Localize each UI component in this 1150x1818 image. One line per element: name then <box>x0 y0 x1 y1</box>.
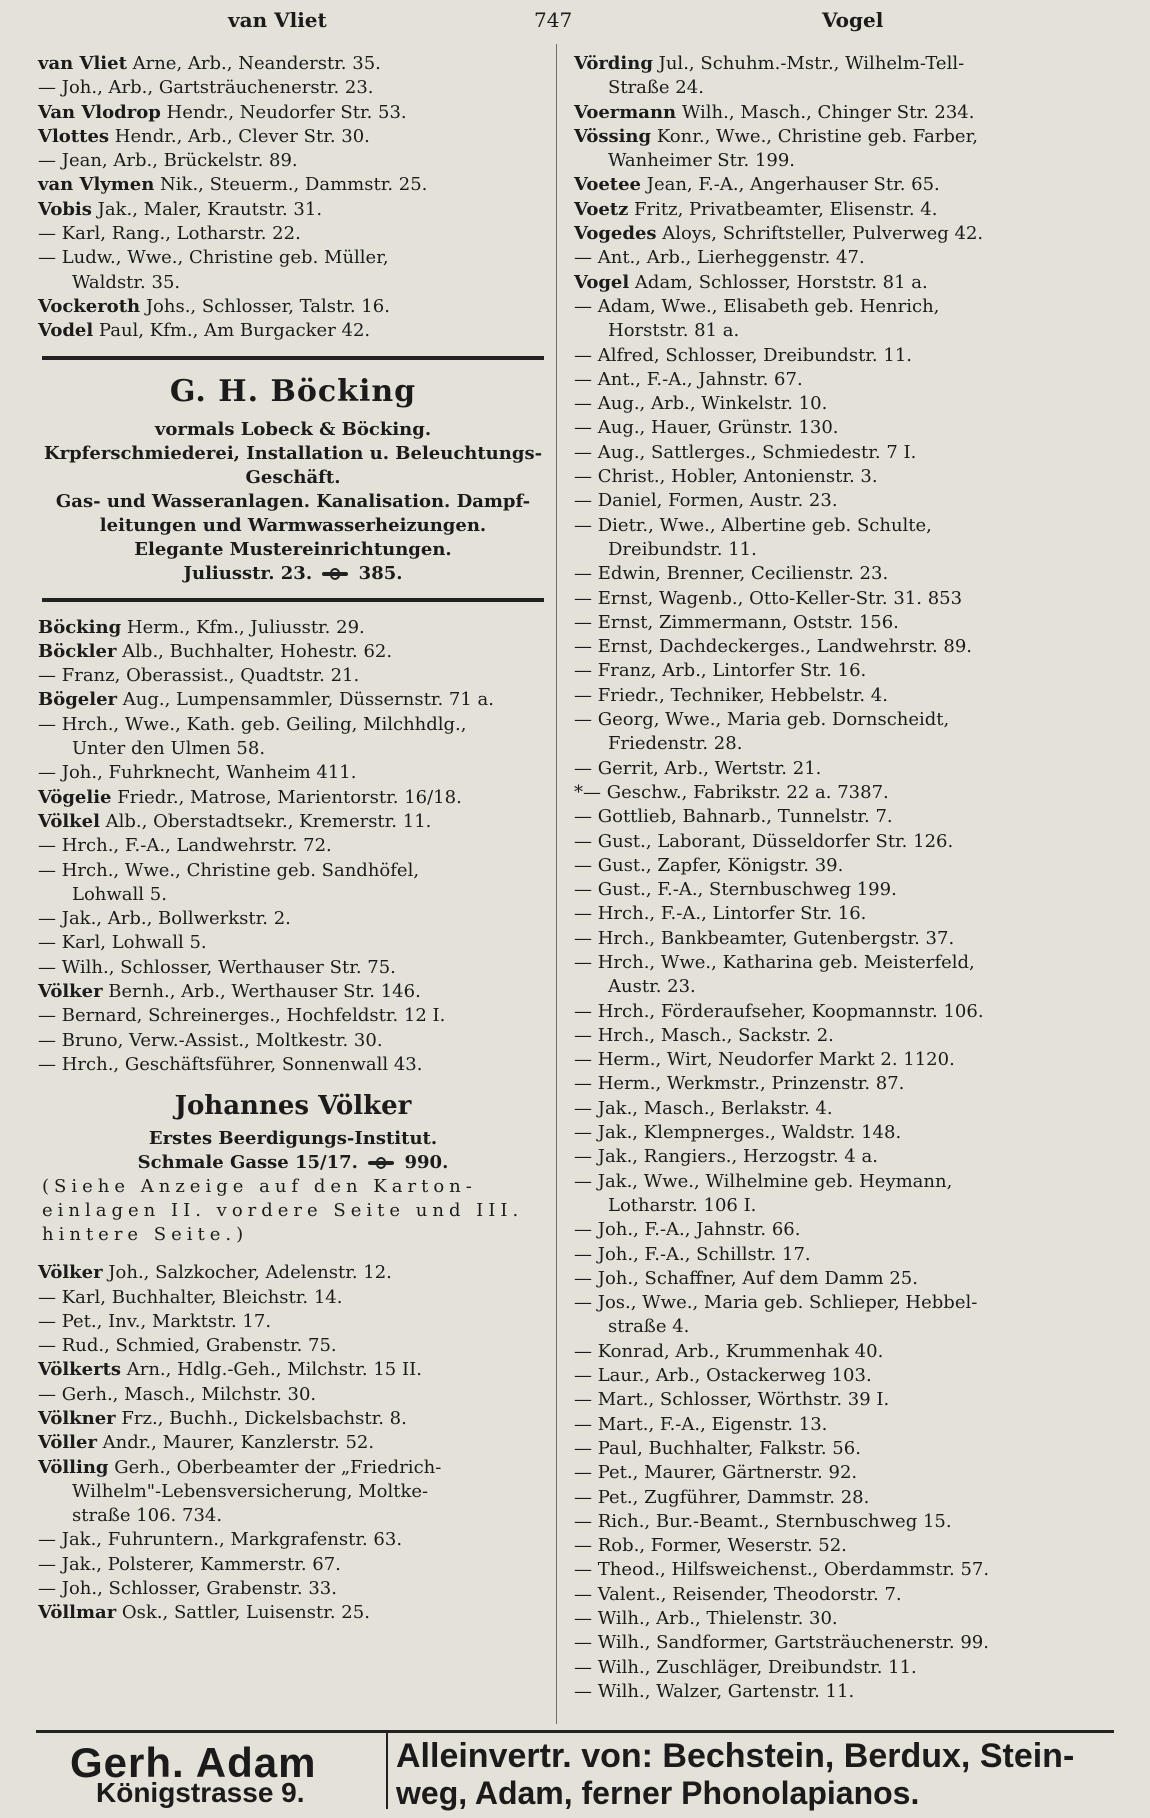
entry-surname: Voetz <box>574 198 629 220</box>
telephone-icon <box>322 568 348 580</box>
footer-divider <box>386 1733 388 1809</box>
entry-details: — Laur., Arb., Ostackerweg 103. <box>574 1365 872 1387</box>
directory-entry <box>574 319 1080 343</box>
entry-details: — Jak., Polsterer, Kammerstr. 67. <box>38 1553 341 1575</box>
directory-entry <box>38 883 548 907</box>
entry-details: — Pet., Inv., Marktstr. 17. <box>38 1310 272 1332</box>
directory-entry <box>38 1431 548 1455</box>
entry-details: — Dietr., Wwe., Albertine geb. Schulte, <box>574 514 932 536</box>
entry-details: — Rich., Bur.-Beamt., Sternbuschweg 15. <box>574 1510 952 1532</box>
directory-entry <box>574 830 1080 854</box>
entry-details: — Alfred, Schlosser, Dreibundstr. 11. <box>574 344 913 366</box>
directory-entry <box>38 1358 548 1382</box>
directory-entry <box>574 465 1080 489</box>
directory-entry <box>574 1534 1080 1558</box>
directory-entry <box>574 125 1080 149</box>
directory-entry <box>574 611 1080 635</box>
footer-address: Königstrasse 9. <box>96 1777 305 1808</box>
directory-entry <box>574 1267 1080 1291</box>
directory-entry <box>574 1194 1080 1218</box>
entry-details: — Jak., Masch., Berlakstr. 4. <box>574 1097 833 1119</box>
column-divider <box>556 44 557 1724</box>
entry-details: — Hrch., F.-A., Landwehrstr. 72. <box>38 835 332 857</box>
entry-details: — Pet., Zugführer, Dammstr. 28. <box>574 1486 870 1508</box>
entry-surname: Völkner <box>38 1407 116 1429</box>
directory-entry <box>574 1583 1080 1607</box>
entry-details: Friedr., Matrose, Marientorstr. 16/18. <box>111 786 462 808</box>
directory-entry <box>574 757 1080 781</box>
directory-entry <box>574 416 1080 440</box>
entry-details: Aloys, Schriftsteller, Pulverweg 42. <box>656 223 984 245</box>
entry-details: Jul., Schuhm.-Mstr., Wilhelm-Tell- <box>652 53 965 74</box>
entry-details: — Jak., Fuhruntern., Markgrafenstr. 63. <box>38 1529 403 1551</box>
entry-details: — Joh., F.-A., Schillstr. 17. <box>574 1243 811 1265</box>
entry-details: — Wilh., Zuschläger, Dreibundstr. 11. <box>574 1656 917 1678</box>
page-header <box>0 8 1150 42</box>
directory-entry <box>574 1170 1080 1194</box>
entry-details: Straße 24. <box>608 77 704 99</box>
right-column <box>574 52 1080 1704</box>
advert-note: (Siehe Anzeige auf den Karton- einlagen II. vordere Seite und III. hintere Seite.) <box>42 1176 524 1246</box>
entry-details: — Gust., Zapfer, Königstr. 39. <box>574 854 844 876</box>
entry-details: Arne, Arb., Neanderstr. 35. <box>126 53 381 74</box>
directory-entry <box>38 1407 548 1431</box>
directory-entry <box>574 392 1080 416</box>
directory-entry <box>574 732 1080 756</box>
directory-entry <box>38 616 548 640</box>
entry-details: — Jean, Arb., Brückelstr. 89. <box>38 150 298 172</box>
entry-details: — Gottlieb, Bahnarb., Tunnelstr. 7. <box>574 806 893 828</box>
entry-details: Andr., Maurer, Kanzlerstr. 52. <box>96 1432 375 1454</box>
telephone-icon <box>368 1157 394 1169</box>
entry-details: Hendr., Arb., Clever Str. 30. <box>109 125 370 147</box>
directory-entry <box>574 368 1080 392</box>
entry-surname: Völlmar <box>38 1602 117 1624</box>
footer-line-1: Alleinvertr. von: Bechstein, Berdux, Stein- <box>396 1737 1075 1775</box>
directory-entry <box>574 927 1080 951</box>
directory-entry <box>574 1364 1080 1388</box>
directory-entry <box>574 538 1080 562</box>
directory-entry <box>574 514 1080 538</box>
directory-entry <box>38 173 548 197</box>
entry-details: — Bernard, Schreinerges., Hochfeldstr. 12 I. <box>38 1005 446 1027</box>
directory-entry <box>38 956 548 980</box>
entry-surname: Vögelie <box>38 786 112 808</box>
entry-details: — Herm., Werkmstr., Prinzenstr. 87. <box>574 1073 905 1095</box>
footer-name: Gerh. Adam <box>70 1739 317 1786</box>
advert-title: Johannes Völker <box>174 1091 412 1122</box>
entry-details: — Christ., Hobler, Antonienstr. 3. <box>574 466 878 488</box>
directory-entry <box>574 1461 1080 1485</box>
entry-details: straße 4. <box>608 1316 690 1338</box>
directory-entry <box>38 1334 548 1358</box>
directory-entry <box>38 834 548 858</box>
entry-details: Gerh., Oberbeamter der „Friedrich- <box>108 1456 442 1478</box>
directory-entry <box>574 489 1080 513</box>
directory-entry <box>574 1291 1080 1315</box>
directory-entry <box>574 1607 1080 1631</box>
entry-details: — Edwin, Brenner, Cecilienstr. 23. <box>574 563 889 585</box>
directory-entry <box>38 1456 548 1480</box>
advert-title: G. H. Böcking <box>169 373 417 409</box>
advert-line: Gas- und Wasseranlagen. Kanalisation. Dampf- <box>55 490 531 512</box>
directory-entry <box>574 1000 1080 1024</box>
directory-entry <box>38 198 548 222</box>
directory-entry <box>574 1145 1080 1169</box>
footer-advert <box>36 1730 1114 1809</box>
entry-details: — Hrch., Wwe., Katharina geb. Meisterfeld, <box>574 951 975 973</box>
advert-phone: 990. <box>404 1152 449 1174</box>
entry-details: — Georg, Wwe., Maria geb. Dornscheidt, <box>574 709 950 731</box>
directory-entry <box>38 1004 548 1028</box>
entries-top <box>38 52 548 344</box>
entry-details: Jak., Maler, Krautstr. 31. <box>91 198 323 220</box>
entry-details: — Herm., Wirt, Neudorfer Markt 2. 1120. <box>574 1049 955 1071</box>
entry-details: — Karl, Lohwall 5. <box>38 932 207 954</box>
entry-details: — Karl, Buchhalter, Bleichstr. 14. <box>38 1286 343 1308</box>
spacer <box>38 1247 548 1261</box>
entry-details: Horststr. 81 a. <box>608 320 740 342</box>
directory-entry <box>38 101 548 125</box>
entry-details: — Ant., F.-A., Jahnstr. 67. <box>574 368 803 390</box>
directory-entry <box>38 980 548 1004</box>
advert-line: leitungen und Warmwasserheizungen. <box>99 514 487 536</box>
entry-details: — Hrch., Bankbeamter, Gutenbergstr. 37. <box>574 927 955 949</box>
entry-details: — Franz, Oberassist., Quadtstr. 21. <box>38 665 360 687</box>
directory-entry <box>574 222 1080 246</box>
directory-entry <box>38 664 548 688</box>
entry-details: — Jak., Arb., Bollwerkstr. 2. <box>38 908 291 930</box>
directory-entry <box>38 1383 548 1407</box>
entry-details: Unter den Ulmen 58. <box>72 738 266 760</box>
entry-surname: Völler <box>38 1432 97 1454</box>
entry-surname: Böckler <box>38 640 117 662</box>
directory-entry <box>38 52 548 76</box>
entry-details: — Ernst, Zimmermann, Oststr. 156. <box>574 611 899 633</box>
entry-details: Aug., Lumpensammler, Düssernstr. 71 a. <box>117 689 494 711</box>
entry-details: — Hrch., F.-A., Lintorfer Str. 16. <box>574 903 867 925</box>
directory-entry <box>574 781 1080 805</box>
directory-entry <box>38 931 548 955</box>
entry-details: Jean, F.-A., Angerhauser Str. 65. <box>641 174 940 196</box>
entry-details: Fritz, Privatbeamter, Elisenstr. 4. <box>628 198 938 220</box>
advert-address-line <box>38 562 548 586</box>
entry-details: Austr. 23. <box>608 976 696 998</box>
left-column <box>38 52 548 1626</box>
entry-details: — Jak., Wwe., Wilhelmine geb. Heymann, <box>574 1170 953 1192</box>
entry-surname: Vörding <box>574 53 653 74</box>
footer-line-2: weg, Adam, ferner Phonolapianos. <box>396 1775 920 1811</box>
directory-entry <box>38 737 548 761</box>
entry-details: — Gerrit, Arb., Wertstr. 21. <box>574 757 822 779</box>
entry-surname: Voermann <box>574 101 677 123</box>
directory-entry <box>574 1656 1080 1680</box>
entry-details: Dreibundstr. 11. <box>608 538 757 560</box>
entry-details: — Gust., F.-A., Sternbuschweg 199. <box>574 879 897 901</box>
entry-surname: Böcking <box>38 616 122 638</box>
entry-details: straße 106. 734. <box>72 1505 223 1527</box>
directory-entry <box>574 198 1080 222</box>
entry-surname: Vogedes <box>574 223 657 245</box>
entry-details: — Karl, Rang., Lotharstr. 22. <box>38 223 301 245</box>
advert-line: vormals Lobeck & Böcking. <box>154 418 432 440</box>
entry-details: Alb., Oberstadtsekr., Kremerstr. 11. <box>99 810 432 832</box>
ad-rule-bottom <box>42 598 544 602</box>
directory-entry <box>38 271 548 295</box>
entry-surname: van Vliet <box>38 53 127 74</box>
directory-entry <box>38 1601 548 1625</box>
entry-details: — Franz, Arb., Lintorfer Str. 16. <box>574 660 867 682</box>
entry-details: — Joh., Arb., Gartsträuchenerstr. 23. <box>38 77 374 99</box>
directory-entry <box>38 76 548 100</box>
entry-details: Frz., Buchh., Dickelsbachstr. 8. <box>115 1407 407 1429</box>
directory-entry <box>574 684 1080 708</box>
directory-entry <box>574 562 1080 586</box>
directory-entry <box>574 635 1080 659</box>
advert-line: Elegante Mustereinrichtungen. <box>134 538 452 560</box>
entry-details: Konr., Wwe., Christine geb. Farber, <box>651 125 978 147</box>
entry-details: Johs., Schlosser, Talstr. 16. <box>140 295 390 317</box>
entry-surname: Vockeroth <box>38 295 141 317</box>
ad-rule-top <box>42 356 544 360</box>
directory-entry <box>574 101 1080 125</box>
entry-details: — Hrch., Geschäftsführer, Sonnenwall 43. <box>38 1053 423 1075</box>
entry-surname: Vodel <box>38 320 94 342</box>
directory-entry <box>574 1388 1080 1412</box>
entry-details: — Mart., F.-A., Eigenstr. 13. <box>574 1413 828 1435</box>
entry-details: Arn., Hdlg.-Geh., Milchstr. 15 II. <box>121 1359 422 1381</box>
directory-entry <box>574 76 1080 100</box>
entry-details: *— Geschw., Fabrikstr. 22 a. 7387. <box>574 781 889 803</box>
directory-entry <box>574 1558 1080 1582</box>
entry-details: Wilhelm"-Lebensversicherung, Moltke- <box>72 1480 429 1502</box>
directory-entry <box>38 222 548 246</box>
entry-surname: Völker <box>38 981 103 1003</box>
directory-entry <box>574 1121 1080 1145</box>
entry-details: Herm., Kfm., Juliusstr. 29. <box>121 616 365 638</box>
entry-details: — Joh., Fuhrknecht, Wanheim 411. <box>38 762 357 784</box>
directory-entry <box>574 951 1080 975</box>
directory-entry <box>38 859 548 883</box>
advert-address-line <box>38 1151 548 1175</box>
entry-details: — Wilh., Sandformer, Gartsträuchenerstr. 99. <box>574 1632 989 1654</box>
entry-details: — Hrch., Wwe., Kath. geb. Geiling, Milchhdlg., <box>38 713 467 735</box>
entry-details: — Hrch., Wwe., Christine geb. Sandhöfel, <box>38 859 420 881</box>
directory-entry <box>574 173 1080 197</box>
entry-details: — Jak., Rangiers., Herzogstr. 4 a. <box>574 1146 878 1168</box>
entry-details: — Aug., Sattlerges., Schmiedestr. 7 I. <box>574 441 917 463</box>
entry-details: Waldstr. 35. <box>72 271 181 293</box>
directory-entry <box>38 1261 548 1285</box>
directory-entry <box>38 1053 548 1077</box>
advert-line: Erstes Beerdigungs-Institut. <box>148 1128 438 1150</box>
entry-details: — Jos., Wwe., Maria geb. Schlieper, Hebbel- <box>574 1292 978 1314</box>
header-left-keyword: van Vliet <box>228 8 327 32</box>
entries-bottom <box>38 1261 548 1625</box>
directory-entry <box>574 344 1080 368</box>
entry-details: — Gust., Laborant, Düsseldorfer Str. 126. <box>574 830 954 852</box>
entry-details: Wanheimer Str. 199. <box>608 150 796 172</box>
directory-entry <box>574 878 1080 902</box>
entry-surname: Vogel <box>574 271 630 293</box>
directory-entry <box>574 1340 1080 1364</box>
entry-details: — Ludw., Wwe., Christine geb. Müller, <box>38 247 389 269</box>
directory-entry <box>574 1510 1080 1534</box>
directory-entry <box>574 1218 1080 1242</box>
directory-entry <box>574 1048 1080 1072</box>
entry-surname: Völker <box>38 1262 103 1284</box>
entry-details: Alb., Buchhalter, Hohestr. 62. <box>116 640 393 662</box>
entries-middle <box>38 616 548 1078</box>
directory-entry <box>574 1024 1080 1048</box>
entry-details: Joh., Salzkocher, Adelenstr. 12. <box>102 1262 392 1284</box>
entry-details: — Rud., Schmied, Grabenstr. 75. <box>38 1335 337 1357</box>
directory-entry <box>38 125 548 149</box>
directory-entry <box>38 319 548 343</box>
directory-entry <box>574 441 1080 465</box>
entry-surname: Vössing <box>574 125 652 147</box>
directory-entry <box>574 805 1080 829</box>
directory-entry <box>574 295 1080 319</box>
directory-entry <box>574 52 1080 76</box>
entry-details: — Friedr., Techniker, Hebbelstr. 4. <box>574 684 888 706</box>
directory-entry <box>38 1504 548 1528</box>
directory-entry <box>574 1680 1080 1704</box>
entry-details: — Theod., Hilfsweichenst., Oberdammstr. 57. <box>574 1559 990 1581</box>
entry-details: — Mart., Schlosser, Wörthstr. 39 I. <box>574 1389 890 1411</box>
advert-line: Krpferschmiederei, Installation u. Beleuchtungs- <box>43 442 543 464</box>
advert-address: Schmale Gasse 15/17. <box>137 1152 358 1174</box>
directory-entry <box>38 761 548 785</box>
entry-surname: Vobis <box>38 198 92 220</box>
directory-entry <box>38 786 548 810</box>
directory-entry <box>574 1437 1080 1461</box>
entry-details: — Hrch., Masch., Sackstr. 2. <box>574 1024 834 1046</box>
entry-surname: Van Vlodrop <box>38 101 161 123</box>
directory-entry <box>574 1243 1080 1267</box>
directory-entry <box>38 295 548 319</box>
entry-surname: Vlottes <box>38 125 110 147</box>
directory-entry <box>38 1310 548 1334</box>
page-number: 747 <box>534 8 573 32</box>
advert-address: Juliusstr. 23. <box>183 562 313 584</box>
directory-entry <box>574 271 1080 295</box>
directory-entry <box>38 810 548 834</box>
entry-details: Wilh., Masch., Chinger Str. 234. <box>676 101 975 123</box>
entry-details: Adam, Schlosser, Horststr. 81 a. <box>629 271 928 293</box>
directory-entry <box>574 1315 1080 1339</box>
directory-entry <box>38 1553 548 1577</box>
entry-details: — Daniel, Formen, Austr. 23. <box>574 490 838 512</box>
entry-surname: van Vlymen <box>38 174 155 196</box>
advert-boecking <box>38 374 548 586</box>
directory-entry <box>38 907 548 931</box>
entry-details: — Hrch., Förderaufseher, Koopmannstr. 106. <box>574 1000 984 1022</box>
entry-details: — Wilh., Walzer, Gartenstr. 11. <box>574 1680 855 1702</box>
entry-details: — Wilh., Schlosser, Werthauser Str. 75. <box>38 956 396 978</box>
entry-details: Hendr., Neudorfer Str. 53. <box>160 101 407 123</box>
entry-details: — Aug., Hauer, Grünstr. 130. <box>574 417 839 439</box>
entry-surname: Völkel <box>38 810 100 832</box>
directory-entry <box>574 1631 1080 1655</box>
directory-entry <box>38 1286 548 1310</box>
entry-details: — Joh., Schaffner, Auf dem Damm 25. <box>574 1267 918 1289</box>
entry-details: — Jak., Klempnerges., Waldstr. 148. <box>574 1122 902 1144</box>
directory-entry <box>574 1097 1080 1121</box>
directory-entry <box>38 1528 548 1552</box>
directory-entry <box>574 1072 1080 1096</box>
entry-details: — Ant., Arb., Lierheggenstr. 47. <box>574 247 865 269</box>
directory-entry <box>38 688 548 712</box>
entry-details: — Adam, Wwe., Elisabeth geb. Henrich, <box>574 295 940 317</box>
directory-entry <box>574 659 1080 683</box>
directory-entry <box>574 587 1080 611</box>
entry-details: Osk., Sattler, Luisenstr. 25. <box>116 1602 370 1624</box>
entry-surname: Völling <box>38 1456 109 1478</box>
directory-entry <box>38 1480 548 1504</box>
entries-right <box>574 52 1080 1704</box>
entry-details: — Ernst, Dachdeckerges., Landwehrstr. 89. <box>574 636 973 658</box>
directory-entry <box>574 1486 1080 1510</box>
entry-details: — Valent., Reisender, Theodorstr. 7. <box>574 1583 902 1605</box>
directory-entry <box>574 708 1080 732</box>
entry-details: Lohwall 5. <box>72 883 167 905</box>
directory-entry <box>38 640 548 664</box>
directory-entry <box>574 1413 1080 1437</box>
directory-entry <box>38 246 548 270</box>
advert-line: Geschäft. <box>245 466 341 488</box>
entry-details: Nik., Steuerm., Dammstr. 25. <box>154 174 428 196</box>
advert-phone: 385. <box>358 562 403 584</box>
entry-details: Paul, Kfm., Am Burgacker 42. <box>93 320 371 342</box>
entry-details: — Bruno, Verw.-Assist., Moltkestr. 30. <box>38 1029 383 1051</box>
entry-details: — Pet., Maurer, Gärtnerstr. 92. <box>574 1462 858 1484</box>
directory-entry <box>574 902 1080 926</box>
entry-surname: Voetee <box>574 174 641 196</box>
directory-entry <box>574 246 1080 270</box>
entry-surname: Völkerts <box>38 1359 122 1381</box>
directory-entry <box>38 713 548 737</box>
entry-details: — Joh., F.-A., Jahnstr. 66. <box>574 1219 801 1241</box>
header-right-keyword: Vogel <box>822 8 884 32</box>
entry-details: Lotharstr. 106 I. <box>608 1194 757 1216</box>
entry-details: — Ernst, Wagenb., Otto-Keller-Str. 31. 853 <box>574 587 963 609</box>
entry-details: — Paul, Buchhalter, Falkstr. 56. <box>574 1437 861 1459</box>
entry-details: — Konrad, Arb., Krummenhak 40. <box>574 1340 884 1362</box>
entry-details: — Wilh., Arb., Thielenstr. 30. <box>574 1608 838 1629</box>
directory-entry <box>38 149 548 173</box>
directory-entry <box>574 975 1080 999</box>
entry-details: Bernh., Arb., Werthauser Str. 146. <box>102 981 421 1003</box>
directory-entry <box>574 149 1080 173</box>
entry-details: — Rob., Former, Weserstr. 52. <box>574 1535 847 1557</box>
entry-surname: Bögeler <box>38 689 118 711</box>
directory-entry <box>574 854 1080 878</box>
entry-details: — Joh., Schlosser, Grabenstr. 33. <box>38 1578 337 1600</box>
directory-entry <box>38 1577 548 1601</box>
advert-voelker <box>38 1089 548 1247</box>
directory-entry <box>38 1029 548 1053</box>
entry-details: — Gerh., Masch., Milchstr. 30. <box>38 1383 317 1405</box>
entry-details: — Aug., Arb., Winkelstr. 10. <box>574 393 828 415</box>
entry-details: Friedenstr. 28. <box>608 733 743 755</box>
